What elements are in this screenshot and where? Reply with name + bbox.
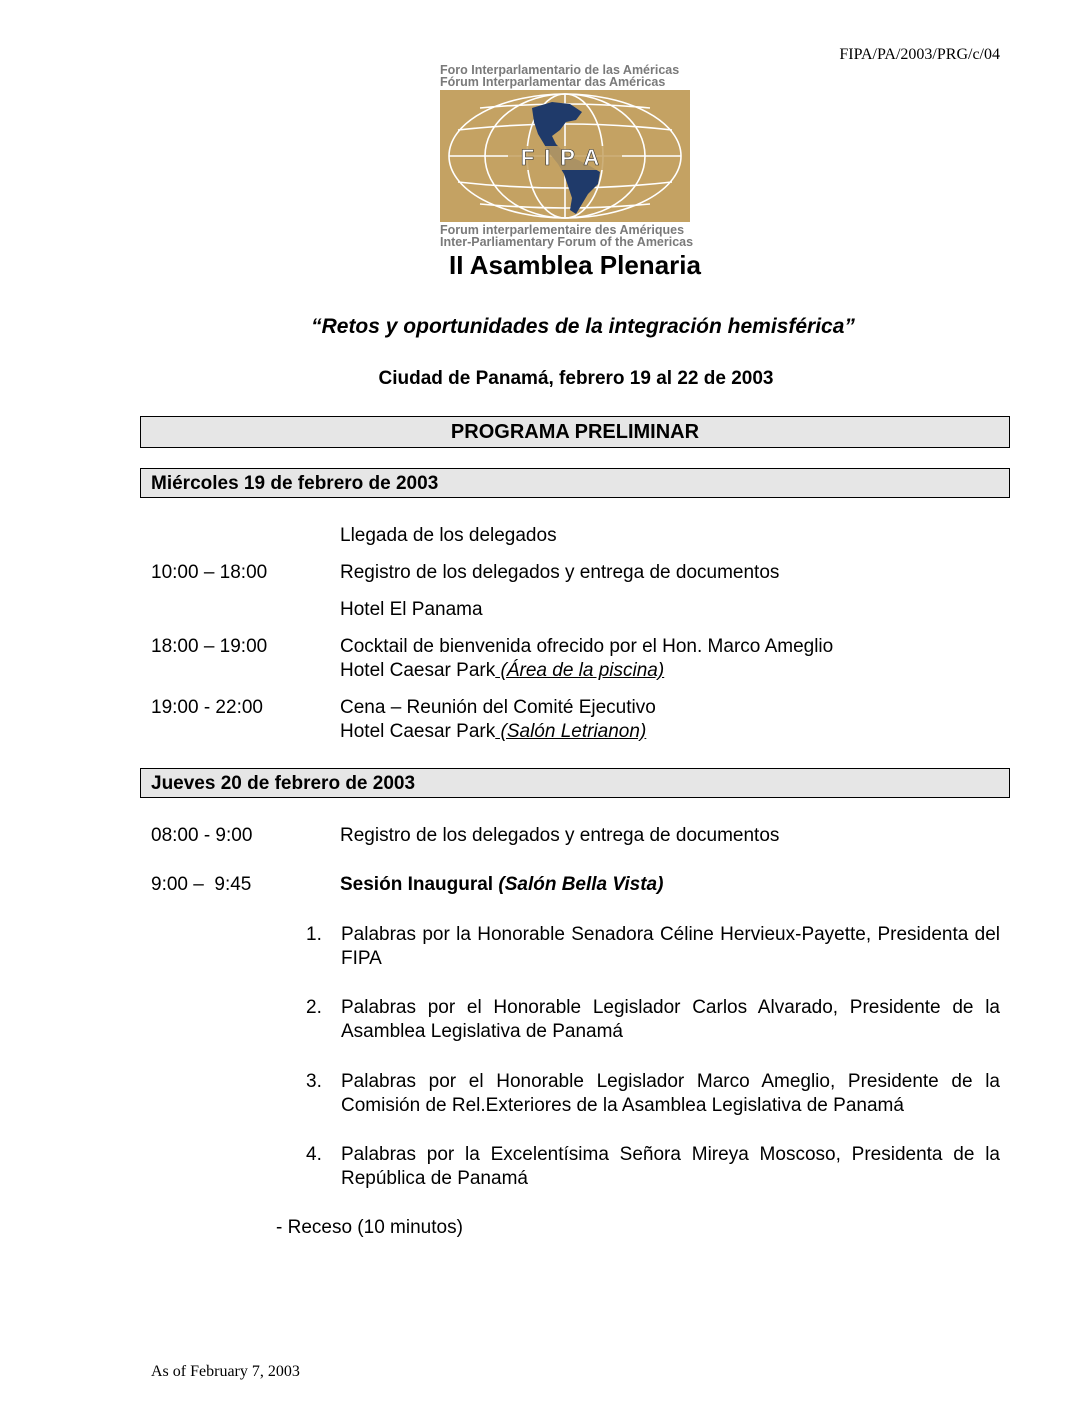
event-location: Ciudad de Panamá, febrero 19 al 22 de 2003 bbox=[378, 368, 774, 389]
footer-date-note: As of February 7, 2003 bbox=[151, 1363, 300, 1380]
schedule-item-venue bbox=[340, 720, 1000, 744]
schedule-time: 19:00 - 22:00 bbox=[151, 697, 263, 718]
schedule-item-dinner bbox=[340, 696, 1000, 744]
venue-room: (Salón Letrianon) bbox=[495, 721, 647, 742]
speech-number: 4. bbox=[306, 1144, 322, 1165]
logo-center-text: FIPA bbox=[520, 145, 610, 170]
page-title: II Asamblea Plenaria bbox=[449, 250, 701, 280]
logo-name-french: Forum interparlementaire des Amériques bbox=[440, 223, 685, 237]
speech-number: 3. bbox=[306, 1071, 322, 1092]
document-reference: FIPA/PA/2003/PRG/c/04 bbox=[839, 46, 1000, 63]
venue-name: Hotel Caesar Park bbox=[340, 660, 496, 681]
session-title: Sesión Inaugural bbox=[340, 874, 494, 895]
globe-emblem bbox=[440, 90, 690, 222]
program-banner: PROGRAMA PRELIMINAR bbox=[140, 416, 1010, 448]
schedule-time: 9:00 – 9:45 bbox=[151, 874, 252, 895]
schedule-item-opening-session bbox=[340, 873, 1000, 897]
schedule-item-registration: Registro de los delegados y entrega de documentos bbox=[340, 562, 780, 583]
schedule-item-venue bbox=[340, 659, 1000, 683]
schedule-time: 08:00 - 9:00 bbox=[151, 825, 253, 846]
schedule-item-hotel: Hotel El Panama bbox=[340, 599, 483, 620]
speech-item: Palabras por la Honorable Senadora Céline Hervieux-Payette, Presidenta del FIPA bbox=[341, 924, 1000, 969]
schedule-item-line: Cocktail de bienvenida ofrecido por el Hon. Marco Ameglio bbox=[340, 636, 834, 657]
speech-number: 1. bbox=[306, 924, 322, 945]
page-subtitle: “Retos y oportunidades de la integración hemisférica” bbox=[311, 315, 855, 338]
logo-name-english: Inter-Parliamentary Forum of the Americas bbox=[440, 235, 694, 249]
day-heading-wednesday: Miércoles 19 de febrero de 2003 bbox=[140, 468, 1010, 498]
logo-name-spanish: Foro Interparlamentario de las Américas bbox=[440, 63, 680, 77]
fipa-logo bbox=[440, 64, 692, 248]
speech-item: Palabras por la Excelentísima Señora Mireya Moscoso, Presidenta de la República de Panamá bbox=[341, 1144, 1000, 1189]
schedule-item-line: Cena – Reunión del Comité Ejecutivo bbox=[340, 697, 656, 718]
speech-number: 2. bbox=[306, 997, 322, 1018]
schedule-item-cocktail bbox=[340, 635, 1000, 683]
recess-note: - Receso (10 minutos) bbox=[276, 1217, 463, 1238]
session-room: (Salón Bella Vista) bbox=[493, 874, 664, 895]
day-heading-thursday: Jueves 20 de febrero de 2003 bbox=[140, 768, 1010, 798]
schedule-item-registration: Registro de los delegados y entrega de documentos bbox=[340, 825, 780, 846]
schedule-time: 18:00 – 19:00 bbox=[151, 636, 268, 657]
venue-room: (Área de la piscina) bbox=[495, 660, 665, 681]
schedule-item-arrival: Llegada de los delegados bbox=[340, 525, 557, 546]
speech-item: Palabras por el Honorable Legislador Marco Ameglio, Presidente de la Comisión de Rel.Exteriores de la Asamblea Legislativa de Panamá bbox=[341, 1071, 1000, 1116]
logo-name-portuguese: Fórum Interparlamentar das Américas bbox=[440, 75, 666, 89]
schedule-time: 10:00 – 18:00 bbox=[151, 562, 268, 583]
venue-name: Hotel Caesar Park bbox=[340, 721, 496, 742]
speech-item: Palabras por el Honorable Legislador Carlos Alvarado, Presidente de la Asamblea Legislativa de Panamá bbox=[341, 997, 1000, 1042]
